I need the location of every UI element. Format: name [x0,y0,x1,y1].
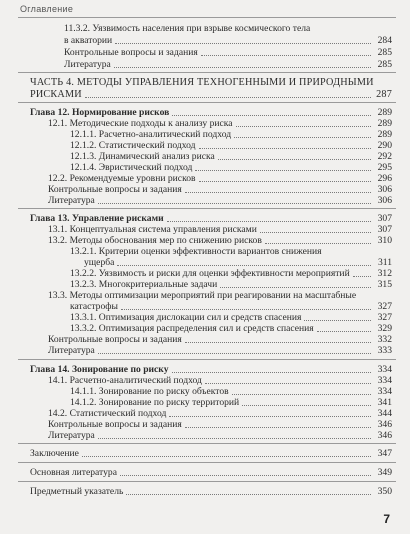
toc-page: 306 [377,184,392,195]
dot-leader [353,276,371,277]
toc-page: 307 [377,224,392,235]
toc-page: 327 [377,312,392,323]
dot-leader [317,331,371,332]
dot-leader [234,137,371,138]
toc-entry[interactable] [70,397,392,408]
toc-page: 306 [377,195,392,206]
toc-page: 311 [377,257,392,268]
dot-leader [304,320,371,321]
toc-page: 349 [377,467,392,478]
toc-page: 290 [377,140,392,151]
toc-entry-text: Литература [48,345,95,356]
toc-page: 289 [377,118,392,129]
toc-entry-text: 12.1.1. Расчетно-аналитический подход [70,129,232,140]
dot-leader [114,67,371,68]
toc-entry-text: 12.1.2. Статистический подход [70,140,196,151]
toc-entry[interactable] [70,151,392,162]
toc-page: 284 [377,35,392,46]
section-rule [18,443,396,444]
toc-page: 334 [377,386,392,397]
toc-entry-text: 14.1.1. Зонирование по риску объектов [70,386,229,397]
toc-entry-text: 12.1.3. Динамический анализ риска [70,151,215,162]
chapter-title: Глава 14. Зонирование по риску [30,364,169,375]
toc-entry-text: 13.3.1. Оптимизация дислокации сил и средств спасения [70,312,302,323]
toc-entry[interactable] [70,279,392,290]
toc-entry[interactable] [48,224,392,235]
dot-leader [195,170,371,171]
dot-leader [185,427,371,428]
toc-entry[interactable] [48,235,392,246]
toc-page: 329 [377,323,392,334]
toc-entry[interactable] [48,334,392,345]
chapter-title: Глава 13. Управление рисками [30,213,164,224]
toc-entry[interactable] [48,173,392,184]
toc-page: 285 [377,47,392,58]
toc-entry-text: Литература [48,430,95,441]
toc-page: 333 [377,345,392,356]
dot-leader [236,126,371,127]
toc-entry[interactable] [70,162,392,173]
dot-leader [169,416,371,417]
toc-page: 334 [377,375,392,386]
toc-page: 307 [377,213,392,224]
toc-entry[interactable] [84,257,392,268]
toc-entry-text: 13.3. Методы оптимизации мероприятий при реагировании на масштабные [48,290,357,301]
toc-entry-text: 13.2.2. Уязвимость и риски для оценки эффективности мероприятий [70,268,350,279]
toc-page: 296 [377,173,392,184]
section-rule [18,72,396,73]
toc-entry-text: 14.2. Статистический подход [48,408,167,419]
toc-entry[interactable] [64,47,392,58]
toc-entry-chapter[interactable] [30,107,392,118]
toc-entry-text: Литература [64,59,111,70]
toc-entry[interactable] [30,486,392,497]
toc-entry-text: 12.1. Методические подходы к анализу риска [48,118,233,129]
dot-leader [199,181,371,182]
dot-leader [242,405,371,406]
toc-page: 341 [377,397,392,408]
toc-page: 289 [377,129,392,140]
toc-entry[interactable] [48,118,392,129]
dot-leader [117,265,371,266]
section-rule [18,481,396,482]
toc-entry[interactable] [70,386,392,397]
toc-entry[interactable] [64,59,392,70]
toc-entry-text: Литература [48,195,95,206]
toc-entry-text: Основная литература [30,467,117,478]
toc-entry[interactable] [48,184,392,195]
toc-entry[interactable] [48,345,392,356]
running-header: Оглавление [20,4,74,14]
toc-page: 346 [377,430,392,441]
page-number: 7 [383,512,390,526]
toc-entry[interactable] [30,467,392,478]
toc-page: 344 [377,408,392,419]
toc-page: 350 [377,486,392,497]
toc-entry-text: РИСКАМИ [30,89,82,100]
dot-leader [82,456,371,457]
toc-entry-text: 13.3.2. Оптимизация распределения сил и средств спасения [70,323,314,334]
toc-page: 289 [377,107,392,118]
toc-page: 285 [377,59,392,70]
toc-entry-part[interactable] [30,89,392,100]
section-rule [18,208,396,209]
toc-page: 310 [377,235,392,246]
toc-entry[interactable] [70,129,392,140]
dot-leader [172,372,372,373]
toc-page: 315 [377,279,392,290]
part-title[interactable]: ЧАСТЬ 4. МЕТОДЫ УПРАВЛЕНИЯ ТЕХНОГЕННЫМИ И ПРИРОДНЫМИ [30,77,374,88]
toc-entry-text: 13.2.3. Многокритериальные задачи [70,279,218,290]
dot-leader [199,148,371,149]
toc-entry-text: 13.2. Методы обоснования мер по снижению рисков [48,235,262,246]
dot-leader [98,353,371,354]
toc-page: 332 [377,334,392,345]
section-rule [18,359,396,360]
toc-entry-text: 11.3.2. Уязвимость населения при взрыве космического тела [64,23,311,34]
toc-entry[interactable] [48,430,392,441]
toc-page: 347 [377,448,392,459]
dot-leader [220,287,371,288]
dot-leader [205,383,371,384]
toc-entry[interactable] [48,375,392,386]
toc-entry-text: 13.2.1. Критерии оценки эффективности вариантов снижения [70,246,322,257]
dot-leader [185,342,371,343]
dot-leader [98,438,371,439]
dot-leader [85,97,371,98]
toc-page: 287 [376,89,392,100]
toc-page: 346 [377,419,392,430]
dot-leader [126,494,371,495]
toc-entry-text: 14.1. Расчетно-аналитический подход [48,375,202,386]
toc-entry[interactable] [70,140,392,151]
dot-leader [201,55,371,56]
toc-entry-text: 13.1. Концептуальная система управления рисками [48,224,257,235]
dot-leader [115,43,371,44]
toc-entry-text: Предметный указатель [30,486,124,497]
dot-leader [260,232,371,233]
toc-entry-text: Заключение [30,448,79,459]
toc-page: 295 [377,162,392,173]
toc-entry[interactable] [48,419,392,430]
toc-page: 334 [377,364,392,375]
toc-entry[interactable] [70,312,392,323]
toc-page: 312 [377,268,392,279]
toc-entry-chapter[interactable] [30,364,392,375]
toc-entry[interactable] [30,448,392,459]
toc-entry-text: ущерба [84,257,115,268]
dot-leader [232,394,371,395]
toc-entry-text: Контрольные вопросы и задания [48,184,182,195]
toc-entry-text: в акватории [64,35,113,46]
toc-entry[interactable] [70,301,392,312]
dot-leader [120,475,371,476]
header-rule [18,17,396,18]
toc-entry-text: 12.1.4. Эвристический подход [70,162,193,173]
toc-entry[interactable] [48,195,392,206]
toc-entry-text: Контрольные вопросы и задания [48,334,182,345]
toc-entry-chapter[interactable] [30,213,392,224]
dot-leader [185,192,371,193]
toc-page: 292 [377,151,392,162]
toc-page: 327 [377,301,392,312]
section-rule [18,462,396,463]
dot-leader [121,309,371,310]
toc-entry-text: катастрофы [70,301,118,312]
toc-entry-text: Контрольные вопросы и задания [64,47,198,58]
chapter-title: Глава 12. Нормирование рисков [30,107,170,118]
toc-entry[interactable] [70,323,392,334]
toc-entry-text: 14.1.2. Зонирование по риску территорий [70,397,240,408]
section-rule [18,102,396,103]
toc-entry[interactable] [64,35,392,46]
toc-entry-text: Контрольные вопросы и задания [48,419,182,430]
dot-leader [167,221,371,222]
dot-leader [265,243,371,244]
dot-leader [98,203,371,204]
dot-leader [218,159,371,160]
dot-leader [172,115,371,116]
toc-entry[interactable] [70,268,392,279]
toc-entry-text: 12.2. Рекомендуемые уровни рисков [48,173,196,184]
toc-entry[interactable] [48,408,392,419]
